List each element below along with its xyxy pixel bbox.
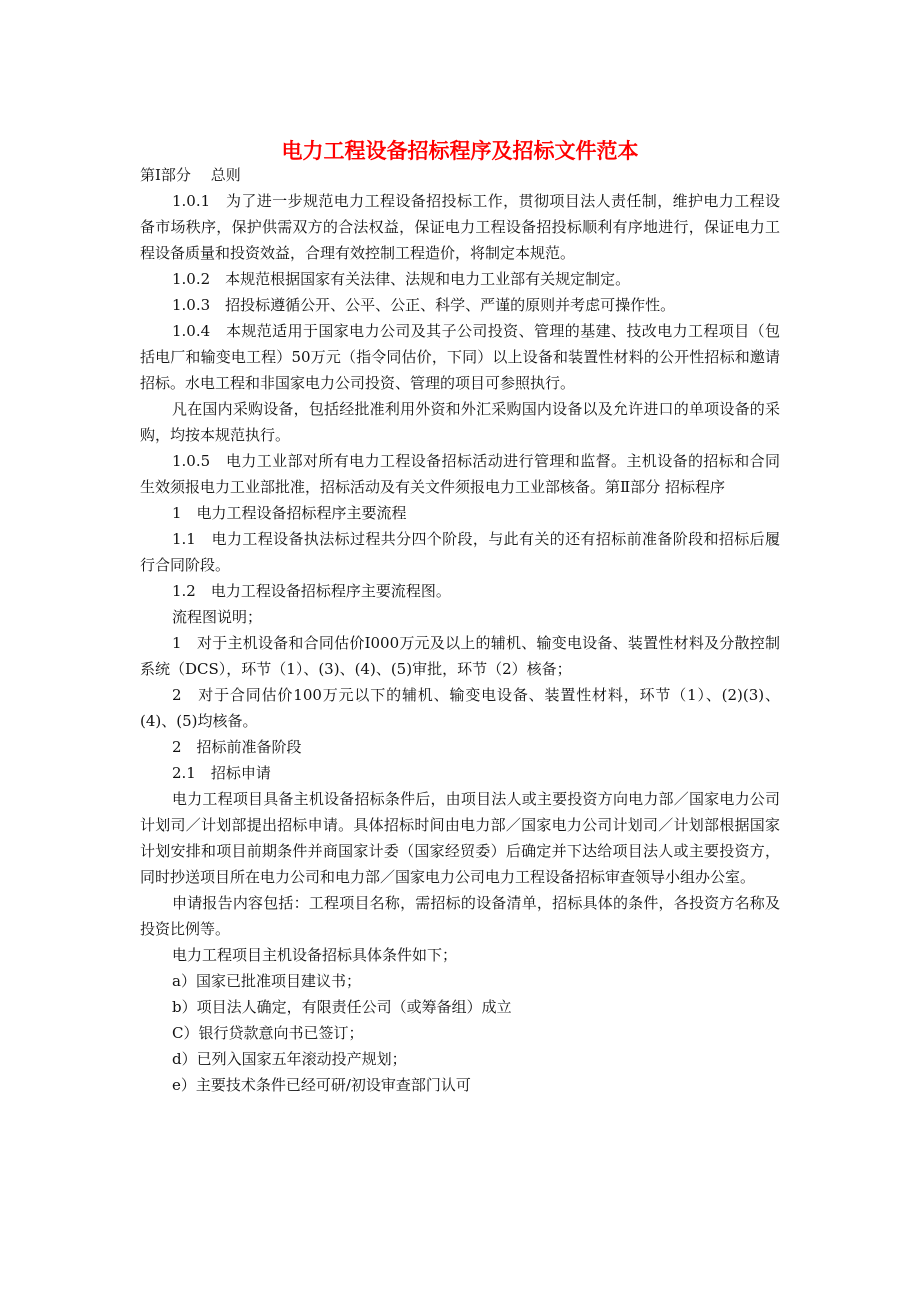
paragraph: d）已列入国家五年滚动投产规划； bbox=[172, 1050, 407, 1068]
paragraph: 1 对于主机设备和合同估价I000万元及以上的辅机、输变电设备、装置性材料及分散控制系统（DCS），环节（1）、(3)、(4)、(5)审批，环节（2）核备； bbox=[140, 634, 780, 678]
paragraph: 电力工程项目具备主机设备招标条件后，由项目法人或主要投资方向电力部／国家电力公司计划司／计划部提出招标申请。具体招标时间由电力部／国家电力公司计划司／计划部根据国家计划安排和项目前期条件并商国家计委（国家经贸委）后确定并下达给项目法人或主要投资方，同时抄送项目所在电力公司和电力部／国家电力公司电力工程设备招标审查领导小组办公室。 bbox=[140, 790, 780, 886]
paragraph: 电力工程项目主机设备招标具体条件如下； bbox=[172, 946, 458, 964]
paragraph: 流程图说明； bbox=[172, 608, 263, 626]
paragraph: C）银行贷款意向书已签订； bbox=[172, 1024, 364, 1042]
paragraph: e）主要技术条件已经可研/初设审查部门认可 bbox=[172, 1076, 471, 1094]
paragraph: b）项目法人确定，有限责任公司（或筹备组）成立 bbox=[172, 998, 512, 1016]
paragraph: 2.1 招标申请 bbox=[172, 764, 271, 782]
paragraph: 1.0.5 电力工业部对所有电力工程设备招标活动进行管理和监督。主机设备的招标和合同生效须报电力工业部批准，招标活动及有关文件须报电力工业部核备。第Ⅱ部分 招标程序 bbox=[140, 452, 780, 496]
paragraph: 1 电力工程设备招标程序主要流程 bbox=[172, 504, 407, 522]
paragraph: 第Ⅰ部分 总则 bbox=[140, 166, 241, 184]
paragraph: 1.2 电力工程设备招标程序主要流程图。 bbox=[172, 582, 451, 600]
document-title: 电力工程设备招标程序及招标文件范本 bbox=[281, 138, 639, 164]
paragraph: 申请报告内容包括：工程项目名称，需招标的设备清单，招标具体的条件，各投资方名称及投资比例等。 bbox=[140, 894, 780, 938]
paragraph: 1.0.2 本规范根据国家有关法律、法规和电力工业部有关规定制定。 bbox=[172, 270, 631, 288]
paragraph: 1.0.4 本规范适用于国家电力公司及其子公司投资、管理的基建、技改电力工程项目（包括电厂和输变电工程）50万元（指令同估价，下同）以上设备和装置性材料的公开性招标和邀请招标。水电工程和非国家电力公司投资、管理的项目可参照执行。 bbox=[140, 322, 780, 392]
document-body bbox=[140, 162, 780, 1098]
paragraph: 1.1 电力工程设备执法标过程共分四个阶段，与此有关的还有招标前准备阶段和招标后履行合同阶段。 bbox=[140, 530, 780, 574]
paragraph: 1.0.1 为了进一步规范电力工程设备招投标工作，贯彻项目法人责任制，维护电力工程设备市场秩序，保护供需双方的合法权益，保证电力工程设备招投标顺利有序地进行，保证电力工程设备质量和投资效益，合理有效控制工程造价，将制定本规范。 bbox=[140, 192, 780, 262]
paragraph: 2 招标前准备阶段 bbox=[172, 738, 302, 756]
paragraph: 2 对于合同估价100万元以下的辅机、输变电设备、装置性材料，环节（1）、(2)(3)、(4)、(5)均核备。 bbox=[140, 686, 780, 730]
paragraph: a）国家已批准项目建议书； bbox=[172, 972, 361, 990]
paragraph: 凡在国内采购设备，包括经批准利用外资和外汇采购国内设备以及允许进口的单项设备的采购，均按本规范执行。 bbox=[140, 400, 780, 444]
paragraph: 1.0.3 招投标遵循公开、公平、公正、科学、严谨的原则并考虑可操作性。 bbox=[172, 296, 676, 314]
